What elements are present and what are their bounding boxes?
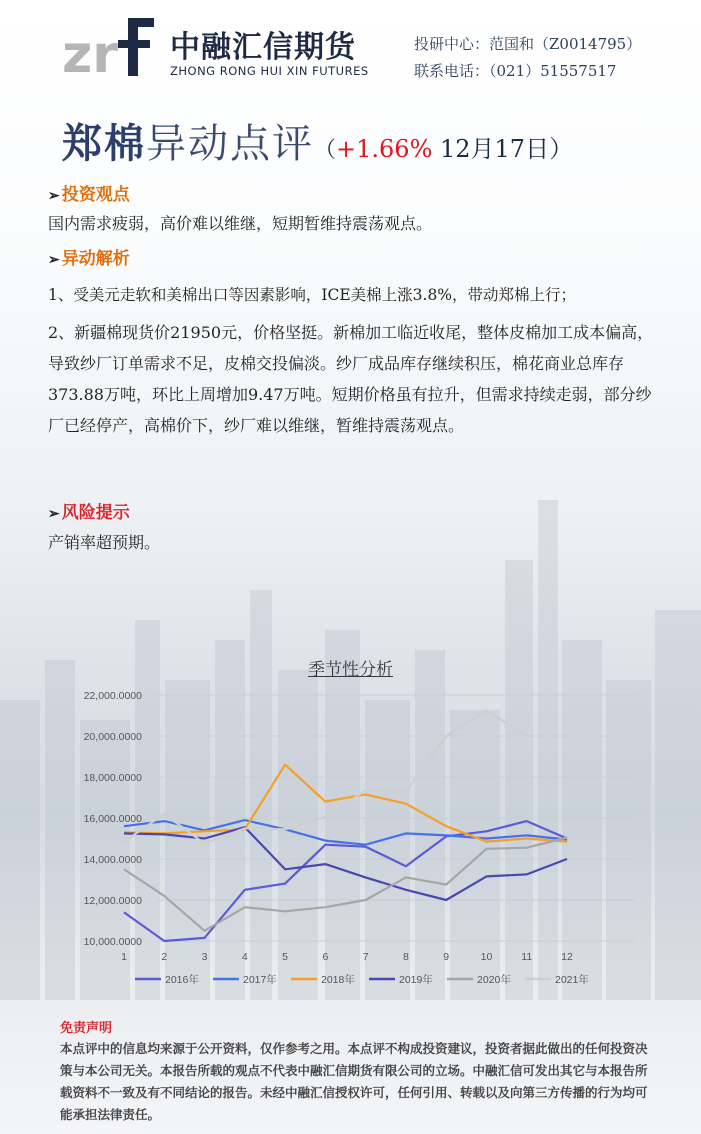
y-tick-label: 14,000.0000: [83, 854, 142, 866]
title-main-b: 异动点评: [146, 121, 314, 167]
arrow-icon: ➢: [48, 188, 60, 204]
section-risk-heading: [48, 498, 130, 523]
y-tick-label: 12,000.0000: [83, 895, 142, 907]
y-tick-label: 18,000.0000: [83, 772, 142, 784]
x-tick-label: 8: [402, 951, 409, 963]
analysis-point-2: 2、新疆棉现货价21950元，价格坚挺。新棉加工临近收尾，整体皮棉加工成本偏高，导致纱厂订单需求不足，皮棉交投偏淡。纱厂成品库存继续积压，棉花商业总库存373.88万吨，环比上周增加9.47万吨。短期价格虽有拉升，但需求持续走弱，部分纱厂已经停产，高棉价下，纱厂难以维继，暂维持震荡观点。: [48, 323, 654, 435]
x-tick-label: 1: [121, 951, 127, 963]
contact-block: [414, 31, 641, 85]
chart-title: 季节性分析: [308, 660, 393, 680]
phone-info: 联系电话：（021）51557517: [414, 62, 617, 80]
report-date: 12月17日）: [432, 135, 574, 163]
seasonal-line-chart: [60, 680, 650, 1000]
analysis-point-1: 1、受美元走软和美棉出口等因素影响，ICE美棉上涨3.8%，带动郑棉上行；: [48, 286, 577, 304]
y-tick-label: 20,000.0000: [83, 731, 142, 743]
arrow-icon: ➢: [48, 252, 60, 268]
x-tick-label: 9: [443, 951, 450, 963]
series-line-2020年: [124, 838, 567, 931]
report-title: [62, 112, 573, 169]
disclaimer-text: 本点评中的信息均来源于公开资料，仅作参考之用。本点评不构成投资建议，投资者据此做出的任何投资决策与本公司无关。本报告所载的观点不代表中融汇信期货有限公司的立场。中融汇信可发出其它与本报告所载资料不一致及有不同结论的报告。未经中融汇信授权许可，任何引用、转载以及向第三方传播的行为均可能承担法律责任。: [60, 1041, 648, 1122]
section-view-heading: [48, 180, 130, 205]
risk-heading-text: 风险提示: [61, 503, 130, 523]
y-tick-label: 16,000.0000: [83, 813, 142, 825]
legend-label: 2021年: [555, 974, 589, 986]
y-tick-label: 10,000.0000: [83, 936, 142, 948]
series-line-2016年: [124, 821, 567, 941]
x-tick-label: 4: [241, 951, 248, 963]
disclaimer-heading: 免责声明: [60, 1021, 113, 1036]
x-tick-label: 3: [201, 951, 208, 963]
legend-label: 2017年: [243, 974, 277, 986]
x-tick-label: 5: [282, 951, 289, 963]
x-tick-label: 7: [362, 951, 369, 963]
x-tick-label: 6: [322, 951, 329, 963]
view-heading-text: 投资观点: [61, 185, 130, 205]
view-text: 国内需求疲弱，高价难以维继，短期暂维持震荡观点。: [48, 214, 433, 233]
legend-label: 2018年: [321, 974, 355, 986]
x-tick-label: 10: [480, 951, 493, 963]
report-header: [0, 0, 701, 90]
x-tick-label: 2: [161, 951, 168, 963]
company-name-cn: 中融汇信期货: [170, 30, 356, 65]
legend-label: 2019年: [399, 974, 433, 986]
zrhx-logo-icon: [62, 12, 162, 78]
risk-text: 产销率超预期。: [48, 533, 161, 552]
legend-label: 2020年: [477, 974, 511, 986]
title-open-paren: （: [314, 138, 337, 163]
analyst-info: 投研中心：范国和（Z0014795）: [414, 35, 642, 53]
company-name-en: ZHONG RONG HUI XIN FUTURES: [170, 64, 369, 78]
price-change: +1.66%: [336, 135, 433, 163]
x-tick-label: 12: [561, 951, 573, 963]
title-main-a: 郑棉: [62, 120, 146, 167]
y-tick-label: 22,000.0000: [83, 690, 142, 702]
section-analysis-heading: [48, 244, 130, 269]
x-tick-label: 11: [521, 951, 533, 963]
legend-label: 2016年: [165, 974, 199, 986]
arrow-icon: ➢: [48, 506, 60, 522]
analysis-heading-text: 异动解析: [61, 249, 130, 269]
svg-text:zr: zr: [62, 25, 118, 78]
